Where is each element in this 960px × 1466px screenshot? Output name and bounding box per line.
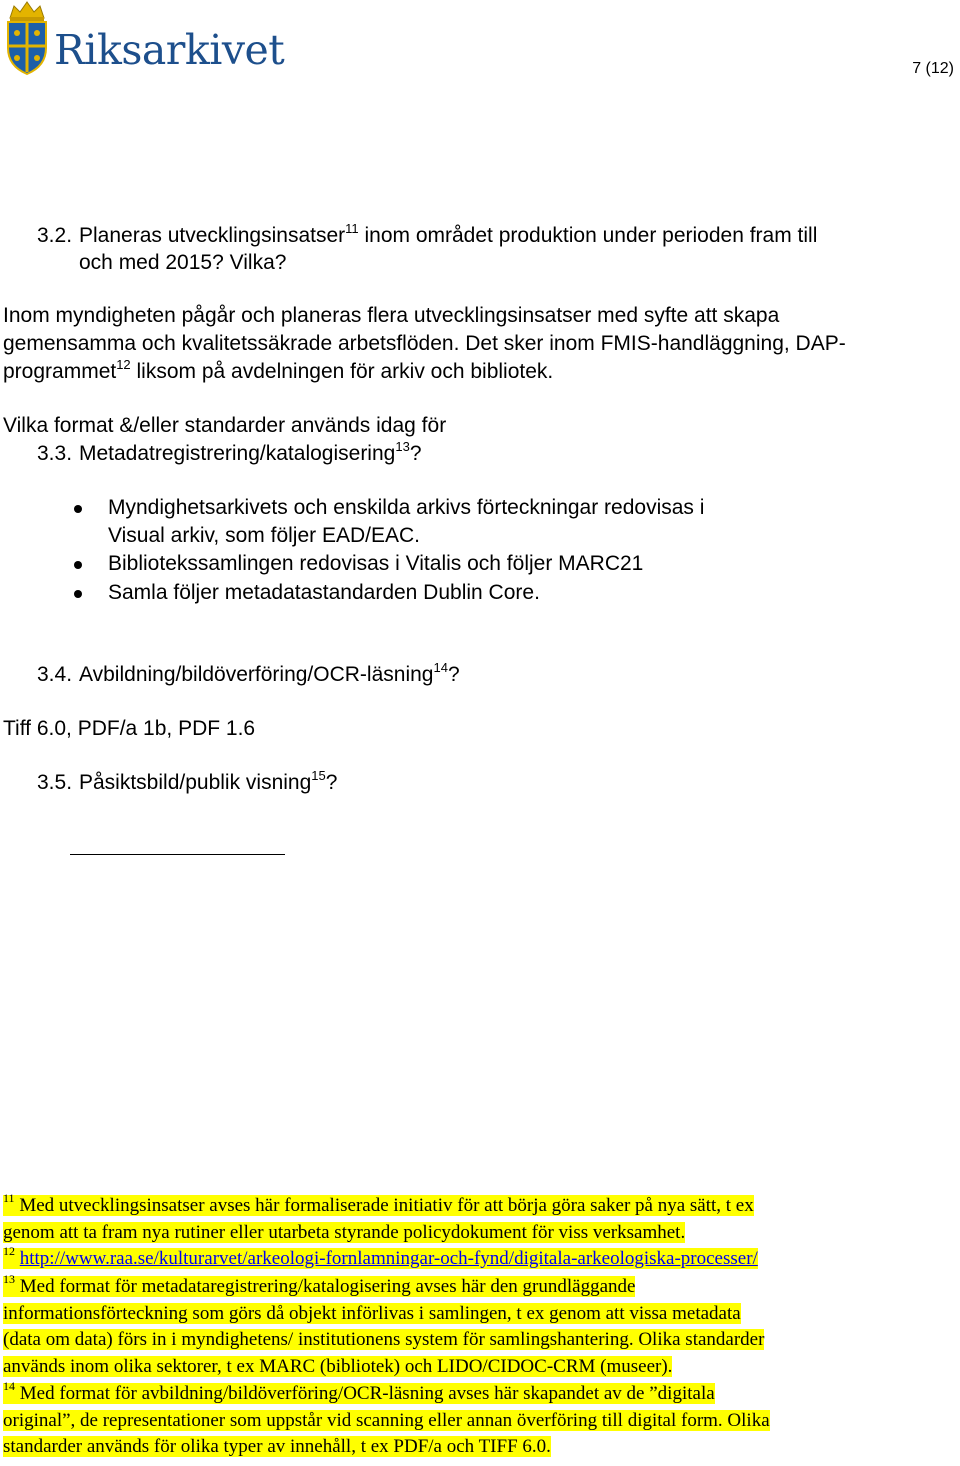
paragraph-line: Inom myndigheten pågår och planeras flera utvecklingsinsatser med syfte att skapa: [3, 304, 780, 327]
heading-3-3-title: Metadatregistrering/katalogisering$^{13}$?: [79, 439, 422, 465]
paragraph-line: programmet$^{12}$ liksom på avdelningen för arkiv och bibliotek.: [3, 357, 554, 383]
riksarkivet-logo: [2, 0, 292, 78]
footnote-ref-15[interactable]: 15: [311, 768, 326, 783]
footnote-ref-13[interactable]: 13: [395, 439, 410, 454]
bullet-dot: [74, 590, 82, 598]
list-item: Myndighetsarkivets och enskilda arkivs förteckningar redovisas i: [108, 496, 705, 519]
footnote-12: $^{12}$ http://www.raa.se/kulturarvet/arkeologi-fornlamningar-och-fynd/digitala-arkeologiska-processer/: [3, 1244, 758, 1269]
footnote-link[interactable]: http://www.raa.se/kulturarvet/arkeologi-fornlamningar-och-fynd/digitala-arkeologiska-processer/: [19, 1248, 758, 1269]
heading-3-4-number: 3.4.: [37, 663, 73, 686]
formats-line: Tiff 6.0, PDF/a 1b, PDF 1.6: [3, 717, 256, 740]
heading-3-2-line1: Planeras utvecklingsinsatser$^{11}$ inom området produktion under perioden fram till: [79, 221, 818, 247]
heading-3-5-title: Påsiktsbild/publik visning$^{15}$?: [79, 768, 338, 794]
heading-3-2-number: 3.2.: [37, 224, 73, 247]
heading-3-2-line2: och med 2015? Vilka?: [79, 251, 287, 274]
list-item: Samla följer metadatastandarden Dublin Core.: [108, 581, 540, 604]
footnote-14: $^{14}$ Med format för avbildning/bildöverföring/OCR-läsning avses här skapandet av de ”digitala original”, de representationer som uppstår vid scanning eller annan överföring till digital form. Olika standarder används för olika typer av innehåll, t ex PDF/a och TIFF 6.0.: [3, 1379, 770, 1457]
list-item: Bibliotekssamlingen redovisas i Vitalis och följer MARC21: [108, 552, 644, 575]
page-number: 7 (12): [912, 60, 954, 77]
heading-3-3-number: 3.3.: [37, 442, 73, 465]
bullet-dot: [74, 505, 82, 513]
footnote-ref-12[interactable]: 12: [116, 357, 131, 372]
footnote-ref-11[interactable]: 11: [345, 221, 359, 236]
bullet-dot: [74, 561, 82, 569]
footnote-ref-14[interactable]: 14: [433, 660, 448, 675]
list-item-continuation: Visual arkiv, som följer EAD/EAC.: [108, 524, 420, 547]
footnote-separator: [70, 854, 285, 855]
heading-3-5-number: 3.5.: [37, 771, 73, 794]
paragraph-line: gemensamma och kvalitetssäkrade arbetsflöden. Det sker inom FMIS-handläggning, DAP-: [3, 332, 846, 355]
heading-3-4-title: Avbildning/bildöverföring/OCR-läsning$^{14}$?: [79, 660, 460, 686]
intro-text: Vilka format &/eller standarder används idag för: [3, 414, 447, 437]
logo-text: Riksarkivet: [54, 26, 285, 74]
footnote-11: $^{11}$ Med utvecklingsinsatser avses här formaliserade initiativ för att börja göra saker på nya sätt, t ex genom att ta fram nya rutiner eller utarbeta styrande policydokument för viss verksamhet.: [3, 1191, 754, 1243]
coat-of-arms-icon: [2, 0, 52, 78]
footnote-13: $^{13}$ Med format för metadataregistrering/katalogisering avses här den grundläggande informationsförteckning som görs då objekt införlivas i samlingen, t ex genom att vissa metadata (data om data) förs in i myndighetens/ institutionens system för samlingshantering. Olika standarder används inom olika sektorer, t ex MARC (bibliotek) och LIDO/CIDOC-CRM (museer).: [3, 1272, 765, 1377]
